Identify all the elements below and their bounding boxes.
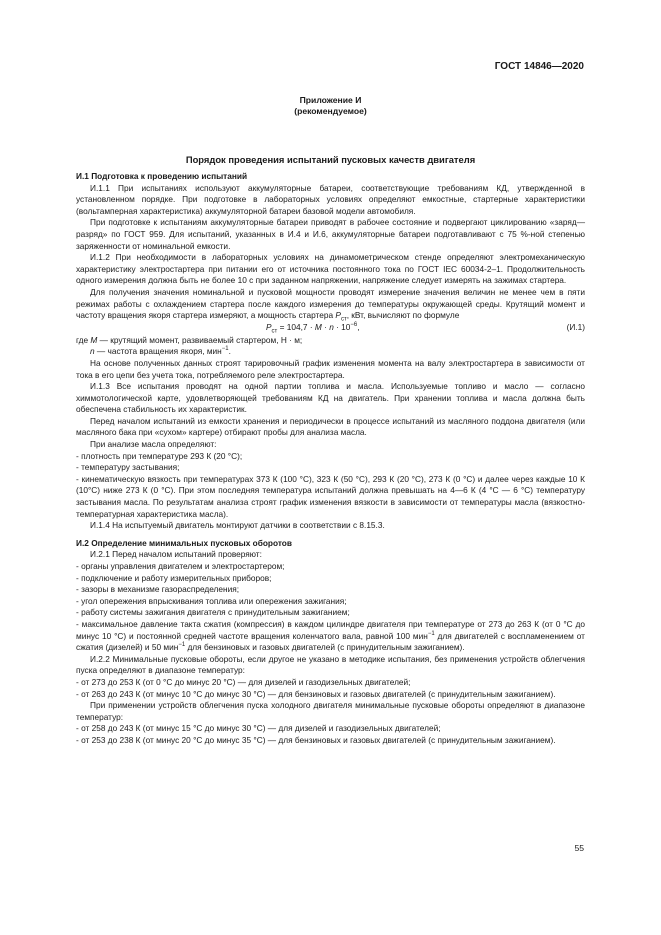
list-item: - кинематическую вязкость при температурах 373 К (100 °С), 323 К (50 °С), 293 К (20 °С), 273 К (0 °С) и далее через каждые 10 К (10°С) ниже 273 К (0 °С). При этом последняя температура испытаний должна превышать на 4—6 К (4 °С — 6 °С) температуру застывания масла. По результатам анализа строят график изменения вязкости в зависимости от температуры масла (вязкостно-температурная характеристика масла). bbox=[76, 473, 585, 519]
list-item: - от 253 до 238 К (от минус 20 °С до минус 35 °С) — для бензиновых и газовых двигателей (с принудительным зажиганием). bbox=[76, 734, 556, 745]
section-heading-2: И.2 Определение минимальных пусковых оборотов bbox=[76, 537, 292, 548]
annex-status: (рекомендуемое) bbox=[294, 106, 367, 116]
paragraph: На основе полученных данных строят тарировочный график изменения момента на валу электростартера в зависимости от тока в его цепи без учета тока, потребляемого реле электростартера. bbox=[76, 357, 585, 380]
list-item: - подключение и работу измерительных приборов; bbox=[76, 572, 272, 583]
paragraph: При применении устройств облегчения пуска холодного двигателя минимальные пусковые обороты определяют в диапазоне температур: bbox=[76, 700, 585, 722]
list-item: - от 258 до 243 К (от минус 15 °С до минус 30 °С) — для дизелей и газодизельных двигателей; bbox=[76, 723, 441, 734]
section-heading-1: И.1 Подготовка к проведению испытаний bbox=[76, 171, 248, 181]
list-item: - плотность при температуре 293 К (20 °С); bbox=[76, 450, 243, 461]
list-item: - максимальное давление такта сжатия (компрессия) в каждом цилиндре двигателя при температуре от 273 до 263 К (от 0 °С до минус 10 °С) и постоянной средней частоте вращения коленчатого вала, равной 100 мин$^{-1}$ для двигателей с воспламенением от сжатия (дизелей) и 50 мин$^{-1}$ для бензиновых и газовых двигателей (с принудительным зажиганием). bbox=[76, 618, 585, 653]
paragraph: И.2.2 Минимальные пусковые обороты, если другое не указано в методике испытания, без применения устройств облегчения пуска определяют в диапазоне температур: bbox=[76, 653, 585, 676]
paragraph: При подготовке к испытаниям аккумуляторные батареи приводят в рабочее состояние и подвергают циклированию «заряд—разряд» по ГОСТ 959. Для испытаний, указанных в И.4 и И.6, аккумуляторные батареи подготавливают с 75 %-ной степенью заряженности от номинальной емкости. bbox=[76, 217, 585, 251]
body-text bbox=[76, 171, 585, 747]
standard-number: ГОСТ 14846—2020 bbox=[494, 61, 584, 72]
paragraph: Перед началом испытаний из емкости хранения и периодически в процессе испытаний из масляного поддона двигателя (или масляного бака при «сухом» картере) отбирают пробы для анализа масла. bbox=[76, 415, 585, 438]
where-line-m: где M — крутящий момент, развиваемый стартером, Н · м; bbox=[76, 334, 303, 345]
list-item: - органы управления двигателем и электростартером; bbox=[76, 561, 285, 571]
paragraph: И.1.1 При испытаниях используют аккумуляторные батареи, соответствующие требованиям КД, утвержденной в установленном порядке. При подготовке в лабораторных условиях определяют емкостные, стартерные характеристики (вольтамперная характеристика) аккумуляторной батареи базовой модели автомобиля. bbox=[76, 182, 585, 216]
list-item: - работу системы зажигания двигателя с принудительным зажиганием; bbox=[76, 607, 350, 618]
list-item: - угол опережения впрыскивания топлива или опережения зажигания; bbox=[76, 595, 347, 606]
paragraph: И.1.2 При необходимости в лабораторных условиях на динамометрическом стенде определяют электромеханическую характеристику электростартера при питании его от источника постоянного тока по ГОСТ IEC 60034-2–1. Продолжительность одного измерения должна быть не более 10 с при заданном напряжении, напряжение следует измерять на зажимах стартера. bbox=[76, 252, 585, 286]
paragraph: При анализе масла определяют: bbox=[90, 439, 217, 450]
paragraph-with-symbol: Для получения значения номинальной и пусковой мощности проводят измерение значения величин не менее чем в пяти режимах работы с охлаждением стартера после каждого измерения до температуры окружающей среды. Крутящий момент и частоту вращения якоря стартера измеряют, а мощность стартера $P_{ст}$, кВт, вычисляют по формуле bbox=[76, 286, 585, 323]
list-item: - от 263 до 243 К (от минус 10 °С до минус 30 °С) — для бензиновых и газовых двигателей (с принудительным зажиганием). bbox=[76, 688, 556, 699]
formula-expression: $P_{ст} = 104,7 \cdot M \cdot n \cdot 10^{-6}$, bbox=[266, 321, 360, 335]
formula-number: (И.1) bbox=[566, 321, 585, 332]
formula-i1 bbox=[76, 322, 585, 335]
paragraph: И.2.1 Перед началом испытаний проверяют: bbox=[90, 549, 262, 560]
annex-title: Приложение И bbox=[299, 95, 362, 105]
page-number: 55 bbox=[574, 843, 584, 853]
list-item: - зазоры в механизме газораспределения; bbox=[76, 584, 240, 595]
document-title: Порядок проведения испытаний пусковых качеств двигателя bbox=[185, 154, 476, 165]
paragraph: И.1.4 На испытуемый двигатель монтируют датчики в соответствии с 8.15.3. bbox=[90, 520, 385, 531]
paragraph: И.1.3 Все испытания проводят на одной партии топлива и масла. Используемые топливо и масло — согласно химмотологической карте, удовлетворяющей требованиям КД на двигатель. При хранении топлива и масла должна быть обеспечена стабильность их характеристик. bbox=[76, 381, 585, 415]
where-line-n: n — частота вращения якоря, мин$^{-1}$. bbox=[90, 346, 231, 357]
list-item: - от 273 до 253 К (от 0 °С до минус 20 °С) — для дизелей и газодизельных двигателей; bbox=[76, 676, 411, 687]
list-item: - температуру застывания; bbox=[76, 462, 180, 473]
